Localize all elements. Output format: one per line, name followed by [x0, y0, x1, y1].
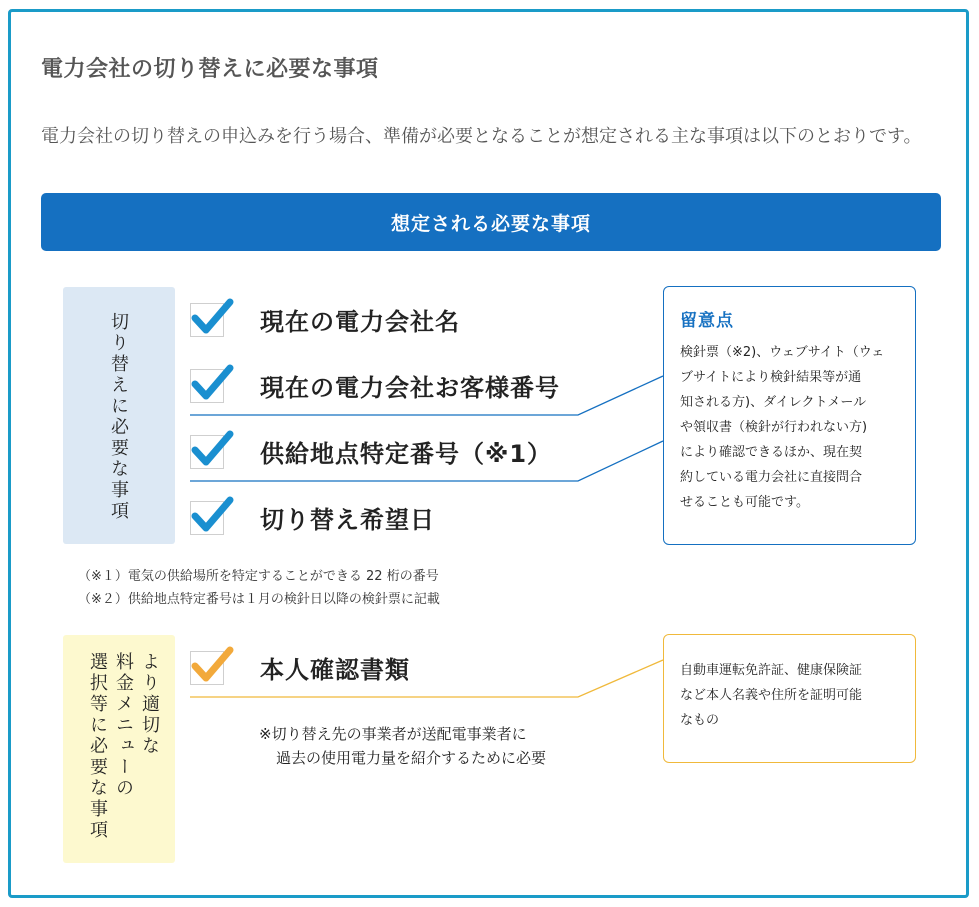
check-icon [190, 642, 236, 688]
item-label: 切り替え希望日 [260, 506, 435, 534]
notes-card-line: により確認できるほか、現在契 [680, 445, 863, 460]
check-icon [190, 294, 236, 340]
section-banner: 想定される必要な事項 [41, 193, 941, 251]
notes-card-line: せることも可能です。 [680, 495, 809, 510]
category-required-label: 切り替えに必要な事項 [108, 312, 129, 522]
notes-card-line: 検針票（※2)、ウェブサイト（ウェ [680, 345, 885, 360]
item-label: 供給地点特定番号（※1） [260, 440, 553, 468]
notes-card-line: 約している電力会社に直接問合 [680, 470, 863, 485]
id-documents-card-line: など本人名義や住所を証明可能 [680, 688, 863, 703]
category-optional-line: より適切な [139, 652, 160, 757]
notes-card-line: 知される方)、ダイレクトメール [680, 395, 867, 410]
id-documents-card-line: 自動車運転免許証、健康保険証 [680, 663, 863, 678]
footnote-2: （※２）供給地点特定番号は１月の検針日以降の検針票に記載 [78, 592, 440, 607]
footnote-1: （※１）電気の供給場所を特定することができる 22 桁の番号 [78, 569, 439, 584]
checklist-item-current-company [190, 302, 460, 337]
item-label: 現在の電力会社お客様番号 [260, 374, 560, 402]
checklist-item-supply-point-number [190, 434, 552, 469]
id-documents-note-line: 過去の使用電力量を紹介するために必要 [276, 749, 547, 767]
checkbox [190, 435, 224, 469]
checkbox [190, 369, 224, 403]
page-title: 電力会社の切り替えに必要な事項 [41, 57, 379, 82]
checklist-item-switch-date [190, 500, 435, 535]
check-icon [190, 426, 236, 472]
checkbox [190, 501, 224, 535]
item-label: 現在の電力会社名 [260, 308, 460, 336]
check-icon [190, 360, 236, 406]
id-documents-note [259, 722, 546, 770]
checkbox [190, 303, 224, 337]
category-optional-label [84, 652, 162, 841]
notes-card-line: や領収書（検針が行われない方) [680, 420, 868, 435]
checklist-item-customer-number [190, 368, 560, 403]
checklist-item-id-documents [190, 650, 410, 685]
id-documents-card [663, 634, 916, 763]
item-label: 本人確認書類 [260, 656, 410, 684]
id-documents-card-line: なもの [680, 713, 720, 728]
category-optional-line: 料金メニューの [113, 652, 134, 799]
notes-card-title: 留意点 [680, 311, 734, 331]
notes-card-line: ブサイトにより検針結果等が通 [680, 370, 862, 385]
notes-card [663, 286, 916, 545]
check-icon [190, 492, 236, 538]
intro-text: 電力会社の切り替えの申込みを行う場合、準備が必要となることが想定される主な事項は以下のとおりです。 [41, 126, 922, 147]
category-optional-line: 選択等に必要な事項 [87, 652, 108, 841]
id-documents-note-line: ※切り替え先の事業者が送配電事業者に [259, 725, 527, 743]
checkbox [190, 651, 224, 685]
